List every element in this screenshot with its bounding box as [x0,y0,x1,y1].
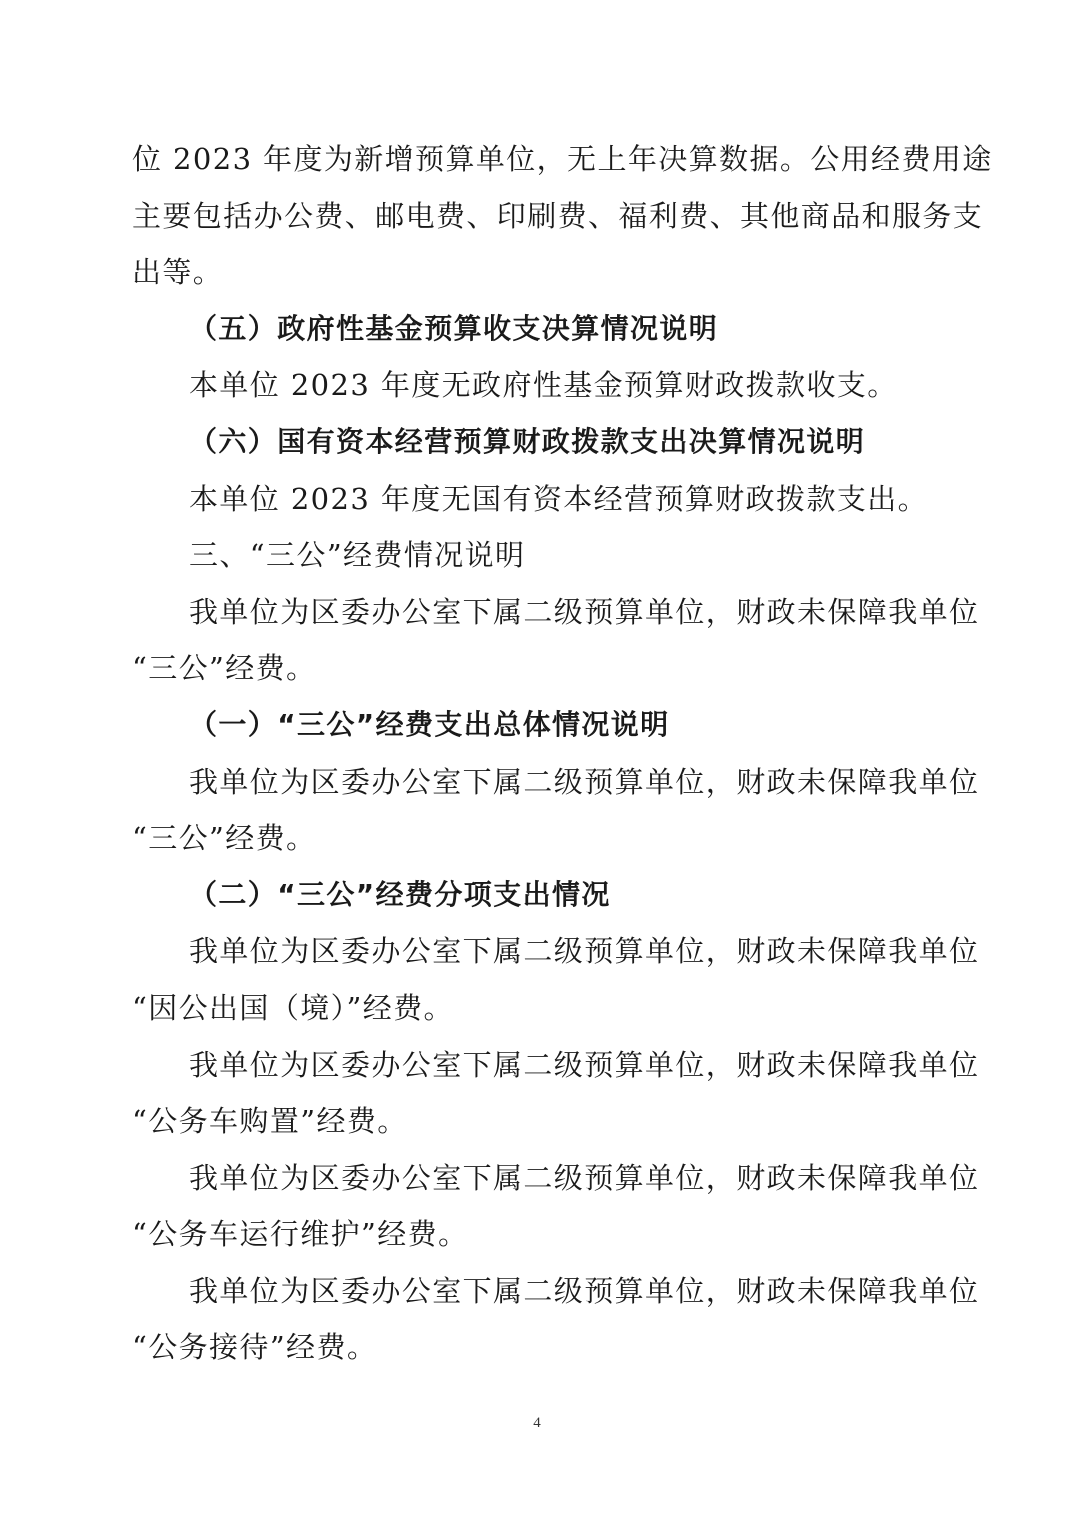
paragraph-line: “公务车运行维护”经费。 [132,1217,469,1252]
section-heading: （五）政府性基金预算收支决算情况说明 [189,311,719,345]
paragraph-line: 我单位为区委办公室下属二级预算单位，财政未保障我单位 [189,1047,980,1082]
paragraph-line: 我单位为区委办公室下属二级预算单位，财政未保障我单位 [189,934,980,969]
chapter-heading: 三、“三公”经费情况说明 [189,538,526,573]
paragraph-line: “三公”经费。 [132,821,317,856]
paragraph-line: 本单位 2023 年度无政府性基金预算财政拨款收支。 [189,368,898,403]
paragraph-line: “三公”经费。 [132,651,317,686]
section-heading: （一）“三公”经费支出总体情况说明 [189,707,670,741]
paragraph-line: “公务接待”经费。 [132,1330,378,1365]
paragraph-line: 主要包括办公费、邮电费、印刷费、福利费、其他商品和服务支 [132,198,984,233]
paragraph-line: 本单位 2023 年度无国有资本经营预算财政拨款支出。 [189,481,929,516]
paragraph-line: “因公出国（境）”经费。 [132,990,454,1025]
paragraph-line: 我单位为区委办公室下属二级预算单位，财政未保障我单位 [189,594,980,629]
paragraph-line: 我单位为区委办公室下属二级预算单位，财政未保障我单位 [189,764,980,799]
paragraph-line: 位 2023 年度为新增预算单位，无上年决算数据。公用经费用途 [132,142,993,176]
paragraph-line: 我单位为区委办公室下属二级预算单位，财政未保障我单位 [189,1273,980,1308]
body-text [132,131,993,1376]
section-heading: （二）“三公”经费分项支出情况 [189,877,611,911]
paragraph-line: 我单位为区委办公室下属二级预算单位，财政未保障我单位 [189,1160,980,1195]
paragraph-line: “公务车购置”经费。 [132,1104,408,1139]
section-heading: （六）国有资本经营预算财政拨款支出决算情况说明 [189,424,866,458]
paragraph-line: 出等。 [132,255,224,290]
page-number: 4 [533,1415,541,1431]
